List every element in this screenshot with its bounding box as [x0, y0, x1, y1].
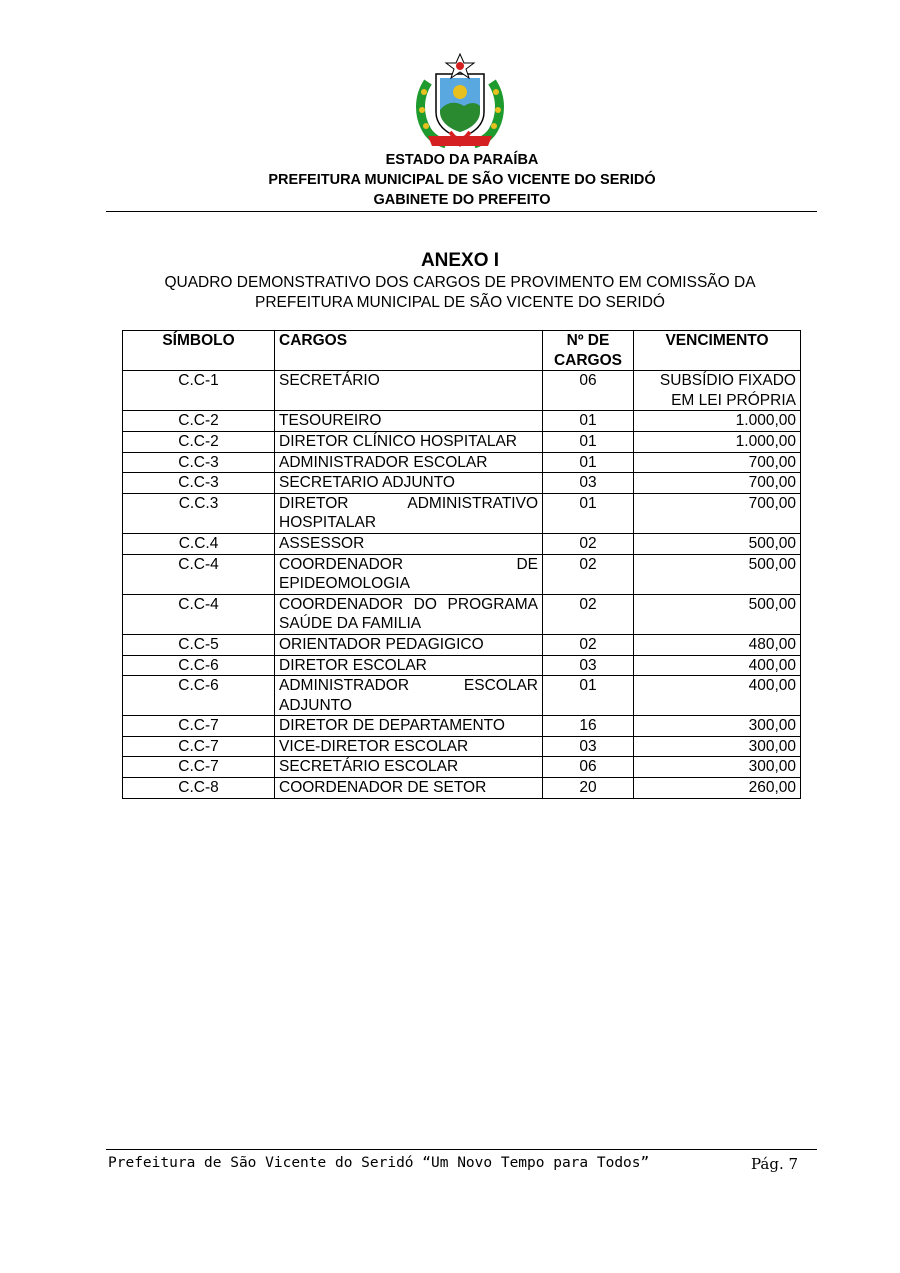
- header-positions: CARGOS: [275, 331, 543, 371]
- cell-position: COORDENADOR DO PROGRAMA SAÚDE DA FAMILIA: [275, 594, 543, 634]
- cell-symbol: C.C-7: [123, 757, 275, 778]
- annex-title: ANEXO I: [420, 250, 500, 271]
- cell-position: SECRETÁRIO ESCOLAR: [275, 757, 543, 778]
- cell-position: ASSESSOR: [275, 533, 543, 554]
- cell-salary: 300,00: [634, 716, 801, 737]
- cell-symbol: C.C-2: [123, 431, 275, 452]
- cell-count: 20: [543, 778, 634, 799]
- annex-subtitle-line2: PREFEITURA MUNICIPAL DE SÃO VICENTE DO SERIDÓ: [255, 294, 665, 311]
- cell-count: 02: [543, 533, 634, 554]
- table-row: [123, 493, 801, 533]
- header-state: ESTADO DA PARAÍBA: [385, 152, 539, 168]
- cell-symbol: C.C-5: [123, 634, 275, 655]
- cell-position: ADMINISTRADOR ESCOLAR ADJUNTO: [275, 676, 543, 716]
- table-row: [123, 533, 801, 554]
- header-salary: VENCIMENTO: [634, 331, 801, 371]
- cell-symbol: C.C.3: [123, 493, 275, 533]
- cell-count: 01: [543, 431, 634, 452]
- cell-salary: 700,00: [634, 452, 801, 473]
- cell-count: 02: [543, 554, 634, 594]
- header-count: Nº DE CARGOS: [543, 331, 634, 371]
- cell-symbol: C.C-7: [123, 736, 275, 757]
- cell-salary: 500,00: [634, 554, 801, 594]
- cell-position: TESOUREIRO: [275, 411, 543, 432]
- cell-salary: 400,00: [634, 655, 801, 676]
- cell-salary: 480,00: [634, 634, 801, 655]
- cell-salary: 700,00: [634, 473, 801, 494]
- table-row: [123, 655, 801, 676]
- table-row: [123, 473, 801, 494]
- cell-salary: 1.000,00: [634, 431, 801, 452]
- cell-symbol: C.C-8: [123, 778, 275, 799]
- cell-position: DIRETOR DE DEPARTAMENTO: [275, 716, 543, 737]
- header-office: GABINETE DO PREFEITO: [373, 192, 551, 208]
- cell-symbol: C.C-6: [123, 655, 275, 676]
- cell-symbol: C.C-2: [123, 411, 275, 432]
- cell-position: ADMINISTRADOR ESCOLAR: [275, 452, 543, 473]
- table-row: [123, 757, 801, 778]
- cell-position: COORDENADOR DE SETOR: [275, 778, 543, 799]
- cell-symbol: C.C-7: [123, 716, 275, 737]
- cell-count: 01: [543, 452, 634, 473]
- header-prefecture: PREFEITURA MUNICIPAL DE SÃO VICENTE DO SERIDÓ: [268, 172, 656, 188]
- table-row: [123, 411, 801, 432]
- cell-position: DIRETOR ADMINISTRATIVO HOSPITALAR: [275, 493, 543, 533]
- cell-position: VICE-DIRETOR ESCOLAR: [275, 736, 543, 757]
- header-divider: [106, 211, 817, 212]
- cell-count: 03: [543, 473, 634, 494]
- cell-count: 06: [543, 757, 634, 778]
- cell-symbol: C.C-1: [123, 371, 275, 411]
- cell-count: 01: [543, 493, 634, 533]
- cell-position: SECRETÁRIO: [275, 371, 543, 411]
- cell-symbol: C.C-3: [123, 452, 275, 473]
- cell-salary: SUBSÍDIO FIXADO EM LEI PRÓPRIA: [634, 371, 801, 411]
- cell-count: 02: [543, 634, 634, 655]
- table-row: [123, 371, 801, 411]
- cell-salary: 500,00: [634, 533, 801, 554]
- cell-position: COORDENADOR DE EPIDEOMOLOGIA: [275, 554, 543, 594]
- cell-symbol: C.C.4: [123, 533, 275, 554]
- cell-count: 03: [543, 736, 634, 757]
- table-row: [123, 778, 801, 799]
- cell-position: DIRETOR ESCOLAR: [275, 655, 543, 676]
- table-row: [123, 676, 801, 716]
- table-row: [123, 554, 801, 594]
- table-row: [123, 452, 801, 473]
- cell-count: 01: [543, 411, 634, 432]
- cell-symbol: C.C-4: [123, 594, 275, 634]
- cell-salary: 500,00: [634, 594, 801, 634]
- table-row: [123, 634, 801, 655]
- cell-symbol: C.C-3: [123, 473, 275, 494]
- page-number: Pág. 7: [751, 1155, 799, 1173]
- cell-position: ORIENTADOR PEDAGIGICO: [275, 634, 543, 655]
- cell-count: 02: [543, 594, 634, 634]
- cell-symbol: C.C-4: [123, 554, 275, 594]
- cell-count: 06: [543, 371, 634, 411]
- cell-count: 03: [543, 655, 634, 676]
- footer-divider: [106, 1149, 817, 1150]
- table-row: [123, 716, 801, 737]
- cell-salary: 1.000,00: [634, 411, 801, 432]
- footer-text: Prefeitura de São Vicente do Seridó “Um Novo Tempo para Todos”: [108, 1155, 650, 1171]
- cell-salary: 700,00: [634, 493, 801, 533]
- table-row: [123, 431, 801, 452]
- cell-count: 01: [543, 676, 634, 716]
- positions-table: [122, 330, 801, 799]
- table-row: [123, 594, 801, 634]
- table-body: [123, 371, 801, 798]
- cell-salary: 300,00: [634, 736, 801, 757]
- cell-position: DIRETOR CLÍNICO HOSPITALAR: [275, 431, 543, 452]
- cell-salary: 260,00: [634, 778, 801, 799]
- coat-of-arms-icon: [414, 52, 506, 150]
- annex-subtitle-line1: QUADRO DEMONSTRATIVO DOS CARGOS DE PROVIMENTO EM COMISSÃO DA: [164, 274, 756, 291]
- cell-salary: 400,00: [634, 676, 801, 716]
- header-symbol: SÍMBOLO: [123, 331, 275, 371]
- cell-position: SECRETARIO ADJUNTO: [275, 473, 543, 494]
- table-header-row: [123, 331, 801, 371]
- table-row: [123, 736, 801, 757]
- cell-count: 16: [543, 716, 634, 737]
- cell-salary: 300,00: [634, 757, 801, 778]
- cell-symbol: C.C-6: [123, 676, 275, 716]
